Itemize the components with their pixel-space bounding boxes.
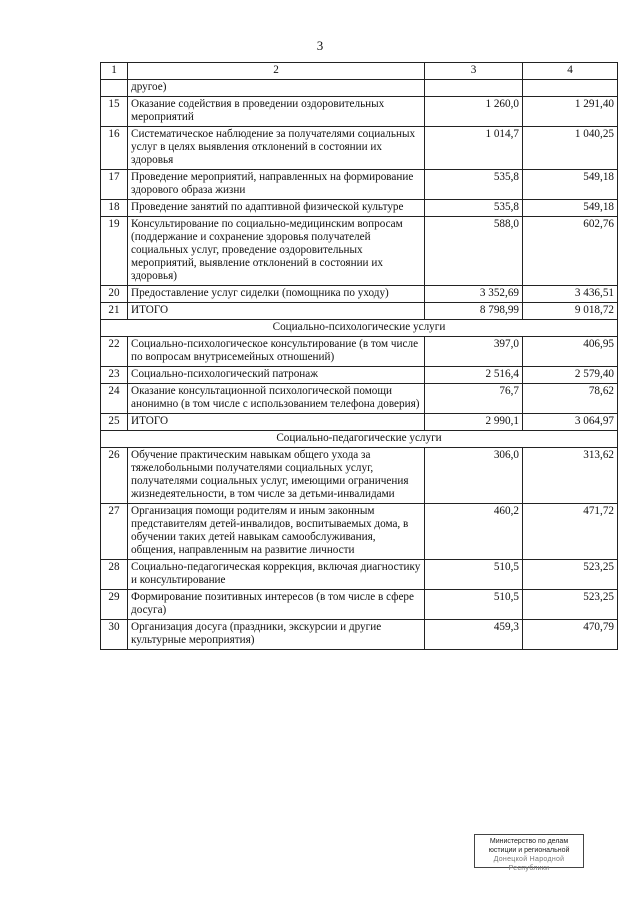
row-number: 22 xyxy=(101,337,128,367)
row-value-col3: 2 516,4 xyxy=(425,367,523,384)
row-number: 16 xyxy=(101,127,128,170)
table-row xyxy=(101,620,618,650)
row-description: Социально-психологическое консультирование (в том числе по вопросам внутрисемейных отношений) xyxy=(128,337,425,367)
row-value-col3: 397,0 xyxy=(425,337,523,367)
registration-stamp xyxy=(474,834,584,872)
table-row xyxy=(101,367,618,384)
table-row xyxy=(101,303,618,320)
row-number: 20 xyxy=(101,286,128,303)
row-value-col3: 588,0 xyxy=(425,217,523,286)
row-value-col3: 510,5 xyxy=(425,560,523,590)
header-col-3: 3 xyxy=(425,63,523,80)
row-value-col4: 549,18 xyxy=(523,200,618,217)
row-value-col3: 1 260,0 xyxy=(425,97,523,127)
row-number: 23 xyxy=(101,367,128,384)
row-description: Социально-педагогическая коррекция, включая диагностику и консультирование xyxy=(128,560,425,590)
header-col-4: 4 xyxy=(523,63,618,80)
row-description: Проведение занятий по адаптивной физической культуре xyxy=(128,200,425,217)
row-number: 27 xyxy=(101,504,128,560)
row-number: 21 xyxy=(101,303,128,320)
row-description: Организация досуга (праздники, экскурсии и другие культурные мероприятия) xyxy=(128,620,425,650)
row-description: Систематическое наблюдение за получателями социальных услуг в целях выявления отклонений в состоянии их здоровья xyxy=(128,127,425,170)
row-description: Проведение мероприятий, направленных на формирование здорового образа жизни xyxy=(128,170,425,200)
services-table xyxy=(100,62,618,650)
row-value-col3: 460,2 xyxy=(425,504,523,560)
row-value-col3: 306,0 xyxy=(425,448,523,504)
row-description: Консультирование по социально-медицинским вопросам (поддержание и сохранение здоровья получателей социальных услуг, проведение оздоровительных мероприятий, выявление отклонений в состоянии их здоровья) xyxy=(128,217,425,286)
row-value-col4: 3 436,51 xyxy=(523,286,618,303)
continuation-row xyxy=(101,80,618,97)
row-value-col4: 523,25 xyxy=(523,560,618,590)
section-row xyxy=(101,431,618,448)
table-row xyxy=(101,384,618,414)
row-number: 26 xyxy=(101,448,128,504)
row-value-col3: 8 798,99 xyxy=(425,303,523,320)
row-description: Оказание консультационной психологической помощи анонимно (в том числе с использованием телефона доверия) xyxy=(128,384,425,414)
table-row xyxy=(101,590,618,620)
row-number: 19 xyxy=(101,217,128,286)
row-value-col3: 510,5 xyxy=(425,590,523,620)
row-value-col3: 3 352,69 xyxy=(425,286,523,303)
row-description: Социально-психологический патронаж xyxy=(128,367,425,384)
row-number: 18 xyxy=(101,200,128,217)
stamp-line: юстиции и региональной xyxy=(488,847,570,854)
row-description: ИТОГО xyxy=(128,414,425,431)
table-row xyxy=(101,127,618,170)
header-row xyxy=(101,63,618,80)
row-value-col4: 549,18 xyxy=(523,170,618,200)
table-row xyxy=(101,286,618,303)
row-value-col3: 2 990,1 xyxy=(425,414,523,431)
row-value-col3: 459,3 xyxy=(425,620,523,650)
section-title-psych: Социально-психологические услуги xyxy=(101,320,618,337)
row-value-col4: 2 579,40 xyxy=(523,367,618,384)
row-value-col4: 9 018,72 xyxy=(523,303,618,320)
continuation-text: другое) xyxy=(128,80,425,97)
table-row xyxy=(101,504,618,560)
page-number: 3 xyxy=(316,38,324,53)
row-description: Организация помощи родителям и иным законным представителям детей-инвалидов, воспитываемых дома, в обучении таких детей навыкам самообслуживания, общения, направленным на развитие личности xyxy=(128,504,425,560)
row-number: 15 xyxy=(101,97,128,127)
row-number: 30 xyxy=(101,620,128,650)
section-title-ped: Социально-педагогические услуги xyxy=(101,431,618,448)
stamp-line: Министерство по делам xyxy=(489,838,569,845)
stamp-line: Донецкой Народной Республики xyxy=(493,856,565,872)
table-row xyxy=(101,97,618,127)
row-value-col4: 523,25 xyxy=(523,590,618,620)
table-row xyxy=(101,170,618,200)
row-value-col4: 1 040,25 xyxy=(523,127,618,170)
row-number: 17 xyxy=(101,170,128,200)
header-col-2: 2 xyxy=(128,63,425,80)
row-value-col3: 535,8 xyxy=(425,170,523,200)
row-description: ИТОГО xyxy=(128,303,425,320)
row-number: 24 xyxy=(101,384,128,414)
table-row xyxy=(101,414,618,431)
row-description: Оказание содействия в проведении оздоровительных мероприятий xyxy=(128,97,425,127)
row-value-col4: 78,62 xyxy=(523,384,618,414)
row-value-col3: 535,8 xyxy=(425,200,523,217)
row-value-col4: 602,76 xyxy=(523,217,618,286)
table-row xyxy=(101,560,618,590)
table-row xyxy=(101,337,618,367)
row-number: 29 xyxy=(101,590,128,620)
row-description: Формирование позитивных интересов (в том числе в сфере досуга) xyxy=(128,590,425,620)
row-value-col4: 313,62 xyxy=(523,448,618,504)
table-row xyxy=(101,448,618,504)
header-col-1: 1 xyxy=(101,63,128,80)
table-row xyxy=(101,200,618,217)
row-value-col4: 470,79 xyxy=(523,620,618,650)
row-value-col3: 1 014,7 xyxy=(425,127,523,170)
row-description: Предоставление услуг сиделки (помощника по уходу) xyxy=(128,286,425,303)
table-row xyxy=(101,217,618,286)
row-value-col4: 3 064,97 xyxy=(523,414,618,431)
section-row xyxy=(101,320,618,337)
row-number: 28 xyxy=(101,560,128,590)
row-description: Обучение практическим навыкам общего ухода за тяжелобольными получателями социальных услуг, получателями социальных услуг, имеющими ограничения жизнедеятельности, в том числе за детьми-инвалидами xyxy=(128,448,425,504)
row-value-col4: 471,72 xyxy=(523,504,618,560)
row-value-col4: 1 291,40 xyxy=(523,97,618,127)
row-value-col4: 406,95 xyxy=(523,337,618,367)
row-value-col3: 76,7 xyxy=(425,384,523,414)
row-number: 25 xyxy=(101,414,128,431)
